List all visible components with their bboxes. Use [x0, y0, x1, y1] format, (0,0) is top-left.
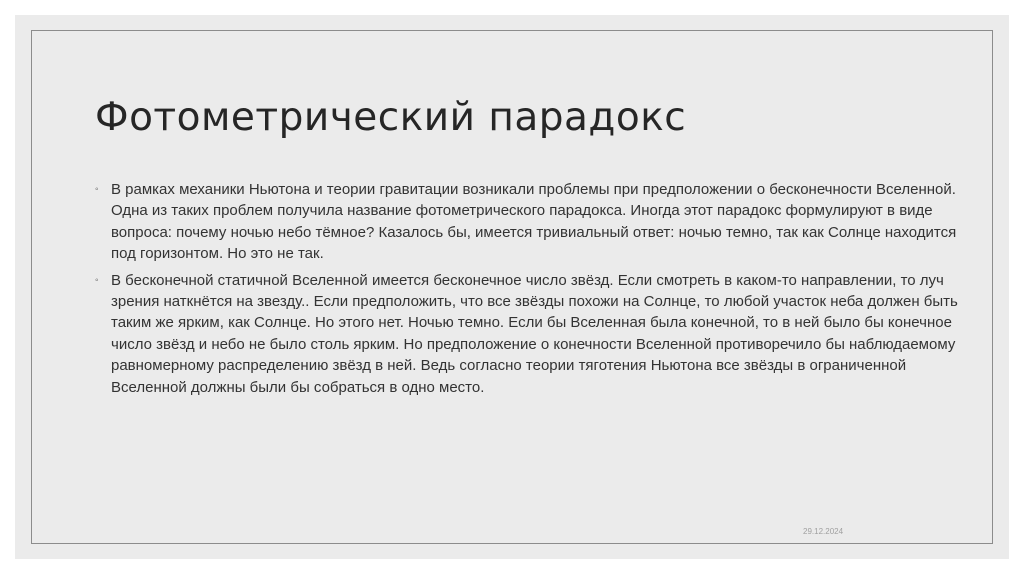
bullet-text: В бесконечной статичной Вселенной имеется бесконечное число звёзд. Если смотреть в каком-то направлении, то луч зрения наткнётся на звезду.. Если предположить, что все звёзды похожи на Солнце, то любой участок неба должен быть таким же ярким, как Солнце. Но этого нет. Ночью темно. Если бы Вселенная была конечной, то в ней было бы конечное число звёзд и небо не было столь ярким. Но предположение о конечности Вселенной противоречило бы наблюдаемому равномерному распределению звёзд в ней. Ведь согласно теории тяготения Ньютона все звёзды в ограниченной Вселенной должны были бы собраться в одно место. — [111, 271, 958, 396]
bullet-item — [95, 270, 975, 398]
bullet-item — [95, 179, 975, 265]
slide-title: Фотометрический парадокс — [95, 95, 687, 140]
bullet-circle-icon: ◦ — [95, 184, 99, 195]
bullet-list — [95, 179, 975, 403]
slide — [15, 15, 1009, 559]
bullet-text: В рамках механики Ньютона и теории гравитации возникали проблемы при предположении о бесконечности Вселенной. Одна из таких проблем получила название фотометрического парадокса. Иногда этот парадокс формулируют в виде вопроса: почему ночью небо тёмное? Казалось бы, имеется тривиальный ответ: ночью темно, так как Солнце находится под горизонтом. Но это не так. — [111, 181, 957, 263]
slide-date: 29.12.2024 — [803, 527, 844, 536]
bullet-circle-icon: ◦ — [95, 274, 99, 286]
